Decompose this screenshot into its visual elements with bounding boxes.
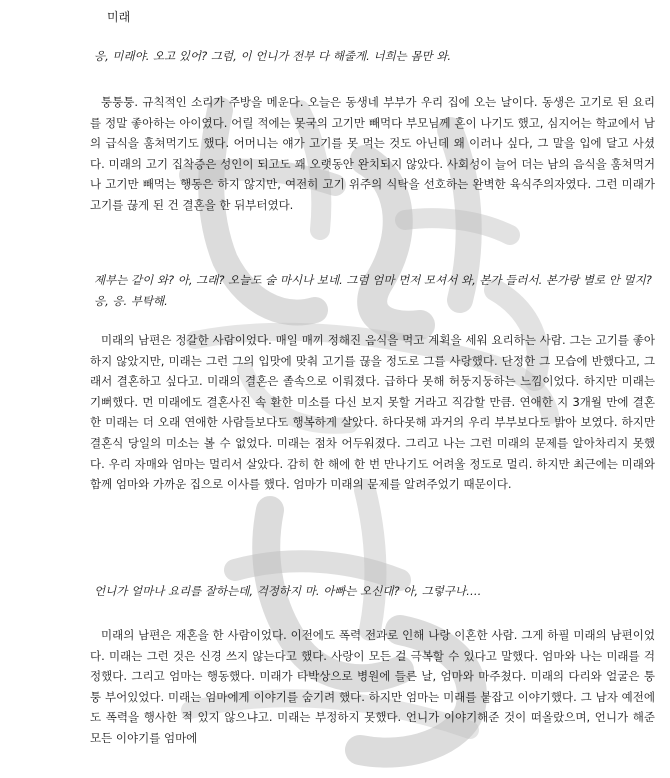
document-title: 미래 [107,10,131,24]
body-paragraph: 미래의 남편은 재혼을 한 사람이었다. 이전에도 폭력 전과로 인해 나랑 이혼한 사람. 그게 하필 미래의 남편이었다. 미래는 그런 것은 신경 쓰지 않는다고 했다. 사랑이 모든 걸 극복할 수 있다고 말했다. 엄마와 나는 미래를 걱정했다. 그리고 엄마는 행동했다. 미래가 타박상으로 병원에 들른 날, 엄마와 마주쳤다. 미래의 다리와 얼굴은 퉁퉁 부어있었다. 미래는 엄마에게 이야기를 숨기려 했다. 하지만 엄마는 미래를 붙잡고 이야기했다. 그 남자 예전에도 폭력을 행사한 적 있지 않으냐고. 미래는 부정하지 못했다. 언니가 이야기해준 것이 떠올랐으며, 언니가 해준 모든 이야기를 엄마에 [90,628,655,745]
body-paragraph: 미래의 남편은 정갈한 사람이었다. 매일 매끼 정해진 음식을 먹고 계획을 세워 요리하는 사람. 그는 고기를 좋아하지 않았지만, 미래는 그런 그의 입맛에 맞춰 고기를 끊을 정도로 그를 사랑했다. 단정한 그 모습에 반했다고, 그래서 결혼하고 싶다고. 미래의 결혼은 졸속으로 이뤄졌다. 급하다 못해 허둥지둥하는 느낌이었다. 하지만 미래는 기뻐했다. 먼 미래에도 결혼사진 속 환한 미소를 다신 보지 못할 거라고 직감할 만큼. 연애한 지 3개월 만에 결혼한 미래는 더 오래 연애한 사람들보다도 행복하게 살았다. 하다못해 과거의 우리 부부보다도 밝아 보였다. 하지만 결혼식 당일의 미소는 볼 수 없었다. 미래는 점차 어두워졌다. 그리고 나는 그런 미래의 문제를 알아차리지 못했다. 우리 자매와 엄마는 멀리서 살았다. 감히 한 해에 한 번 만나기도 어려울 정도로 멀리. 하지만 최근에는 미래와 함께 엄마와 가까운 집으로 이사를 했다. 엄마가 미래의 문제를 알려주었기 때문이다. [90,333,655,492]
dialogue-line: 언니가 얼마나 요리를 잘하는데, 걱정하지 마. 아빠는 오신대? 아, 그렇구나…. [94,584,482,598]
dialogue-line: 응, 미래야. 오고 있어? 그럼, 이 언니가 전부 다 해줄게. 너희는 몸만 와. [94,49,452,63]
body-paragraph: 퉁퉁퉁. 규칙적인 소리가 주방을 메운다. 오늘은 동생네 부부가 우리 집에 오는 날이다. 동생은 고기로 된 요리를 정말 좋아하는 아이였다. 어릴 적에는 못국의 고기만 빼먹다 부모님께 혼이 나기도 했고, 심지어는 학교에서 남의 급식을 훔쳐먹기도 했다. 어머니는 얘가 고기를 못 먹는 것도 아닌데 왜 이러나 싶다, 그 말을 입에 달고 사셨다. 미래의 고기 집착증은 성인이 되고도 꽤 오랫동안 완치되지 않았다. 사회성이 늘어 더는 남의 음식을 훔쳐먹거나 고기만 빼먹는 행동은 하지 않지만, 여전히 고기 위주의 식탁을 선호하는 완벽한 육식주의자였다. 그런 미래가 고기를 끊게 된 건 결혼을 한 뒤부터였다. [90,95,655,212]
dialogue-line: 제부는 같이 와? 아, 그래? 오늘도 술 마시나 보네. 그럼 엄마 먼저 모셔서 와, 본가 들러서. 본가랑 별로 안 멀지? 응, 응. 부탁해. [94,273,652,308]
